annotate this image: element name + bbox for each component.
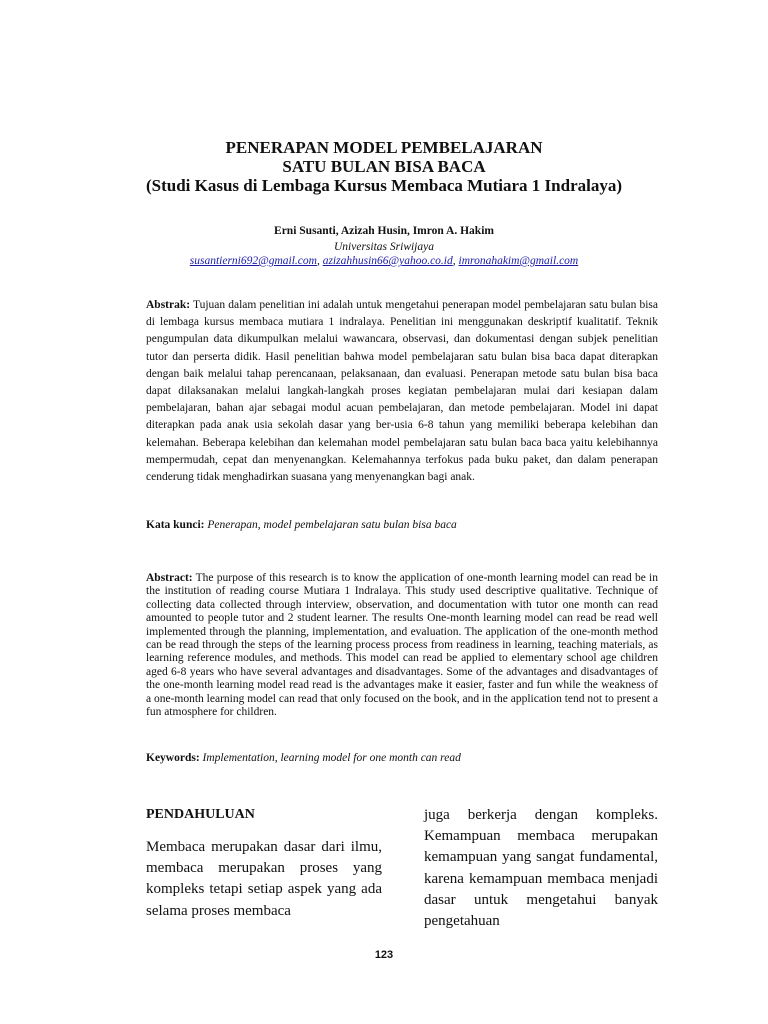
body-column-left: Membaca merupakan dasar dari ilmu, membaca merupakan proses yang kompleks tetapi setiap aspek yang ada selama proses membaca — [146, 839, 382, 919]
body-column-right: juga berkerja dengan kompleks. Kemampuan membaca merupakan kemampuan yang sangat fundamental, karena kemampuan membaca menjadi dasar untuk mengetahui banyak pengetahuan — [424, 807, 658, 930]
kata-kunci-label: Kata kunci: — [146, 519, 205, 531]
abstract-en-label: Abstract: — [146, 572, 193, 584]
author-list: Erni Susanti, Azizah Husin, Imron A. Hakim — [274, 225, 494, 237]
email-link-1[interactable]: susantierni692@gmail.com — [189, 255, 317, 267]
email-link-2[interactable]: azizahhusin66@yahoo.co.id — [322, 255, 453, 267]
keywords-text: Implementation, learning model for one month can read — [202, 752, 461, 764]
section-heading-pendahuluan: PENDAHULUAN — [146, 807, 255, 822]
email-separator: , — [316, 255, 323, 267]
abstrak-label: Abstrak: — [146, 299, 191, 311]
page-number: 123 — [374, 949, 394, 961]
keywords-label: Keywords: — [146, 752, 200, 764]
kata-kunci-paragraph — [146, 518, 658, 532]
keywords-paragraph — [146, 751, 658, 765]
abstrak-text: Tujuan dalam penelitian ini adalah untuk mengetahui penerapan model pembelajaran satu bulan bisa di lembaga kursus membaca mutiara 1 indralaya. Penelitian ini menggunakan deskriptif kualitatif. Teknik pengumpulan data dikumpulkan melalui wawancara, observasi, dan dokumentasi dengan subjek penelitian tutor dan perserta didik. Hasil penelitian bahwa model pembelajaran satu bulan bisa baca dapat diterapkan dengan baik melalui tahap perencanaan, pelaksanaan, dan evaluasi. Penerapan metode satu bulan bisa baca dapat dilaksanakan melalui langkah-langkah proses kegiatan pembelajaran mulai dari kesiapan dalam pembelajaran, bahan ajar sebagai modul acuan pembelajaran, dan metode pembelajaran. Model ini dapat diterapkan pada anak usia sekolah dasar yang ber-usia 6-8 tahun yang memiliki beberapa kelebihan dan kelemahan. Beberapa kelebihan dan kelemahan model pembelajaran satu bulan baca baca yaitu kelebihannya mempermudah, cepat dan menyenangkan. Kelemahannya terfokus pada buku paket, dan dalam penerapan cenderung tidak menghadirkan suasana yang menyenangkan bagi anak. — [146, 299, 658, 484]
abstract-en-paragraph — [146, 572, 658, 719]
paper-title-line-1: PENERAPAN MODEL PEMBELAJARAN — [225, 138, 543, 157]
paper-title-line-2: SATU BULAN BISA BACA — [282, 157, 486, 176]
email-separator: , — [452, 255, 459, 267]
affiliation: Universitas Sriwijaya — [334, 241, 434, 253]
author-emails — [0, 254, 768, 268]
paper-subtitle: (Studi Kasus di Lembaga Kursus Membaca Mutiara 1 Indralaya) — [145, 176, 623, 195]
abstract-en-text: The purpose of this research is to know the application of one-month learning model can read be in the institution of reading course Mutiara 1 Indralaya. This study used descriptive qualitative. Technique of collecting data collected through interview, observation, and documentation with tutor one month can read amounted to people tutor and 2 student learner. The results One-month learning model can read be read well implemented through the planning, implementation, and evaluation. The application of the one-month method can be read through the steps of the learning process process from readiness in learning, teaching materials, as learning reference modules, and methods. This model can read be applied to elementary school age children aged 6-8 years who have several advantages and disadvantages. Some of the advantages and disadvantages of the one-month learning model read read is the advantages make it easier, faster and fun while the weakness of a one-month learning model can read that only focused on the book, and in the application tend not to present a fun atmosphere for children. — [146, 572, 658, 719]
abstrak-paragraph — [146, 297, 658, 486]
email-link-3[interactable]: imronahakim@gmail.com — [458, 255, 579, 267]
kata-kunci-text: Penerapan, model pembelajaran satu bulan bisa baca — [207, 519, 457, 531]
